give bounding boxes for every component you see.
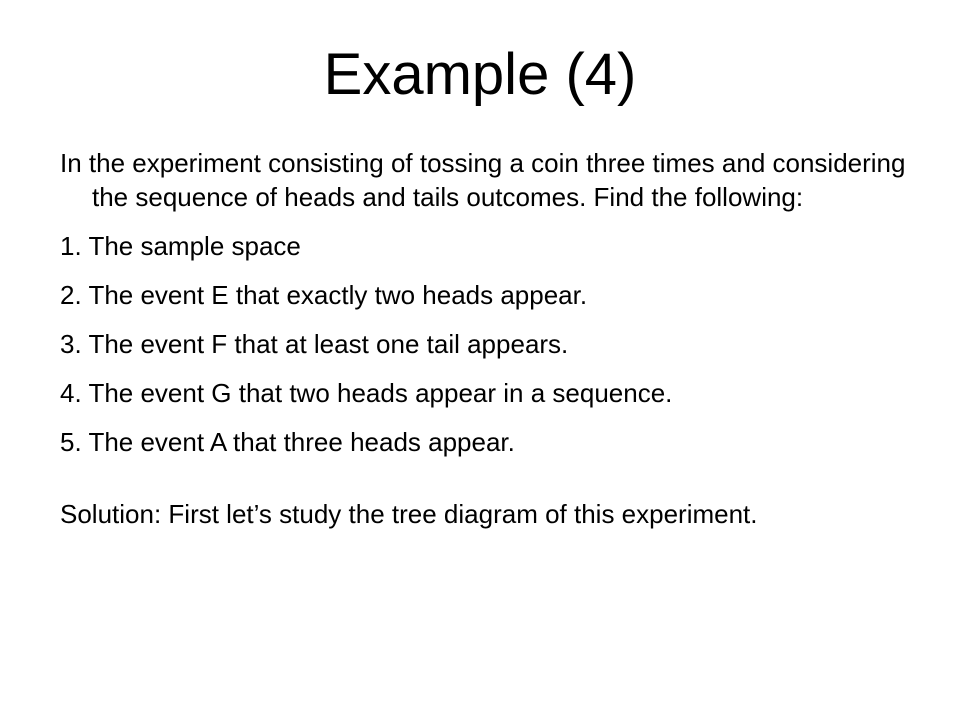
list-item-event-e: 2. The event E that exactly two heads appear. bbox=[60, 280, 588, 310]
list-item-sample-space: 1. The sample space bbox=[60, 231, 301, 261]
slide-body bbox=[60, 146, 920, 546]
intro-paragraph: In the experiment consisting of tossing a coin three times and considering the sequence of heads and tails outcomes. Find the following: bbox=[60, 148, 906, 212]
list-item-event-f: 3. The event F that at least one tail appears. bbox=[60, 329, 569, 359]
solution-paragraph: Solution: First let’s study the tree diagram of this experiment. bbox=[60, 499, 758, 529]
list-item-event-a: 5. The event A that three heads appear. bbox=[60, 427, 515, 457]
list-item-event-g: 4. The event G that two heads appear in a sequence. bbox=[60, 378, 673, 408]
slide-title: Example (4) bbox=[323, 42, 637, 107]
